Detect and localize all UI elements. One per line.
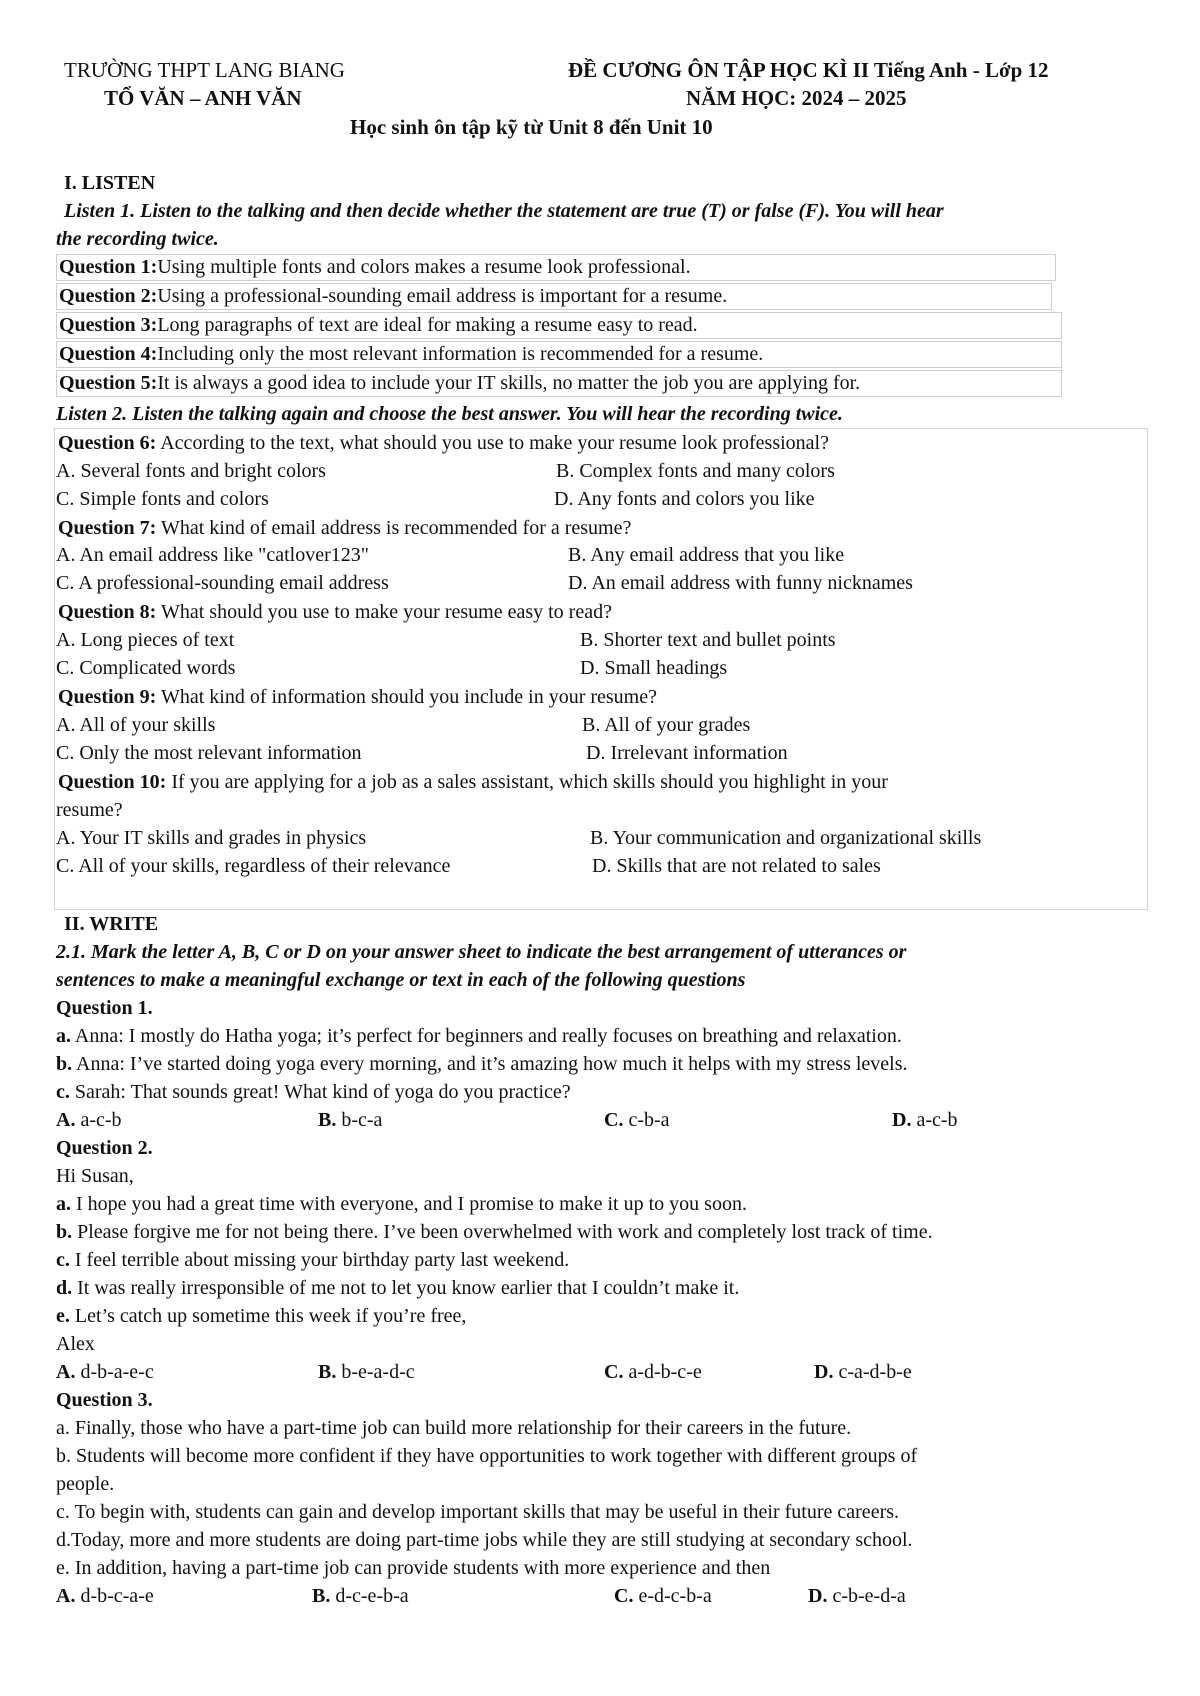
question-text: Long paragraphs of text are ideal for making a resume easy to read. bbox=[157, 314, 698, 336]
write-instruction-cont: sentences to make a meaningful exchange or text in each of the following questions bbox=[56, 969, 746, 991]
item-key: e. bbox=[56, 1305, 70, 1327]
answer-key: D. bbox=[814, 1361, 834, 1383]
list-item bbox=[56, 1023, 902, 1049]
listen-heading: I. LISTEN bbox=[64, 172, 156, 194]
question-label: Question 3: bbox=[59, 314, 158, 336]
review-scope: Học sinh ôn tập kỹ từ Unit 8 đến Unit 10 bbox=[350, 115, 713, 139]
tf-question-4 bbox=[56, 341, 1062, 368]
list-item: d.Today, more and more students are doing part-time jobs while they are still studying at secondary school. bbox=[56, 1529, 913, 1551]
answer-text: c-b-a bbox=[623, 1109, 670, 1131]
letter-greeting: Hi Susan, bbox=[56, 1165, 134, 1187]
write-question-2-label: Question 2. bbox=[56, 1137, 153, 1159]
list-item: a. Finally, those who have a part-time job can build more relationship for their careers in the future. bbox=[56, 1417, 852, 1439]
question-label: Question 7: bbox=[58, 517, 157, 539]
question-label: Question 2: bbox=[59, 285, 158, 307]
item-key: d. bbox=[56, 1277, 73, 1299]
option-c: C. All of your skills, regardless of their relevance bbox=[56, 855, 451, 877]
option-a: A. Your IT skills and grades in physics bbox=[56, 827, 367, 849]
answer-b bbox=[318, 1359, 415, 1385]
question-label: Question 4: bbox=[59, 343, 158, 365]
answer-text: d-b-c-a-e bbox=[75, 1585, 154, 1607]
tf-question-2 bbox=[56, 283, 1052, 310]
answer-key: D. bbox=[892, 1109, 912, 1131]
item-text: Sarah: That sounds great! What kind of yoga do you practice? bbox=[69, 1081, 571, 1103]
option-c: C. A professional-sounding email address bbox=[56, 572, 389, 594]
question-label: Question 6: bbox=[58, 432, 157, 454]
answer-key: B. bbox=[318, 1109, 337, 1131]
item-key: c. bbox=[56, 1249, 70, 1271]
option-d: D. An email address with funny nicknames bbox=[568, 572, 913, 594]
item-key: a. bbox=[56, 1193, 71, 1215]
school-year: NĂM HỌC: 2024 – 2025 bbox=[686, 86, 907, 110]
answer-b bbox=[312, 1583, 409, 1609]
answer-text: b-e-a-d-c bbox=[336, 1361, 415, 1383]
answer-c bbox=[604, 1107, 670, 1133]
list-item: b. Students will become more confident if they have opportunities to work together with different groups of bbox=[56, 1445, 918, 1467]
mc-question-9 bbox=[58, 684, 657, 710]
option-a: A. Several fonts and bright colors bbox=[56, 460, 326, 482]
question-label: Question 8: bbox=[58, 601, 157, 623]
question-label: Question 1: bbox=[59, 256, 158, 278]
option-d: D. Irrelevant information bbox=[586, 742, 788, 764]
question-text: What kind of information should you include in your resume? bbox=[156, 686, 657, 708]
item-key: b. bbox=[56, 1053, 73, 1075]
write-instruction: 2.1. Mark the letter A, B, C or D on your answer sheet to indicate the best arrangement of utterances or bbox=[56, 941, 907, 963]
mc-question-8 bbox=[58, 599, 612, 625]
answer-key: D. bbox=[808, 1585, 828, 1607]
answer-key: A. bbox=[56, 1109, 76, 1131]
answer-text: d-b-a-e-c bbox=[75, 1361, 154, 1383]
department-name: TỔ VĂN – ANH VĂN bbox=[104, 86, 302, 110]
option-c: C. Simple fonts and colors bbox=[56, 488, 269, 510]
question-label: Question 10: bbox=[58, 771, 167, 793]
question-text: If you are applying for a job as a sales assistant, which skills should you highlight in your bbox=[166, 771, 888, 793]
answer-text: c-b-e-d-a bbox=[827, 1585, 906, 1607]
list-item bbox=[56, 1275, 739, 1301]
write-heading: II. WRITE bbox=[64, 913, 159, 935]
answer-key: A. bbox=[56, 1585, 76, 1607]
write-question-3-label: Question 3. bbox=[56, 1389, 153, 1411]
option-d: D. Skills that are not related to sales bbox=[592, 855, 881, 877]
listen2-instruction: Listen 2. Listen the talking again and choose the best answer. You will hear the recording twice. bbox=[56, 403, 843, 425]
list-item bbox=[56, 1219, 933, 1245]
answer-key: A. bbox=[56, 1361, 76, 1383]
school-name: TRƯỜNG THPT LANG BIANG bbox=[64, 58, 345, 82]
listen1-instruction: Listen 1. Listen to the talking and then decide whether the statement are true (T) or false (F). You will hear bbox=[64, 200, 944, 222]
question-text: Using multiple fonts and colors makes a resume look professional. bbox=[157, 256, 691, 278]
answer-d bbox=[892, 1107, 958, 1133]
option-b: B. Any email address that you like bbox=[568, 544, 845, 566]
question-text: Including only the most relevant information is recommended for a resume. bbox=[157, 343, 764, 365]
option-b: B. Shorter text and bullet points bbox=[580, 629, 836, 651]
option-d: D. Small headings bbox=[580, 657, 728, 679]
question-text: Using a professional-sounding email address is important for a resume. bbox=[157, 285, 728, 307]
item-key: a. bbox=[56, 1025, 71, 1047]
option-a: A. Long pieces of text bbox=[56, 629, 235, 651]
answer-a bbox=[56, 1583, 154, 1609]
answer-d bbox=[808, 1583, 906, 1609]
option-b: B. All of your grades bbox=[582, 714, 751, 736]
answer-text: c-a-d-b-e bbox=[833, 1361, 912, 1383]
answer-c bbox=[614, 1583, 712, 1609]
answer-key: C. bbox=[614, 1585, 634, 1607]
answer-key: C. bbox=[604, 1361, 624, 1383]
list-item: e. In addition, having a part-time job can provide students with more experience and then bbox=[56, 1557, 771, 1579]
answer-text: e-d-c-b-a bbox=[633, 1585, 712, 1607]
answer-a bbox=[56, 1359, 154, 1385]
question-text: It is always a good idea to include your IT skills, no matter the job you are applying for. bbox=[157, 372, 861, 394]
item-text: I feel terrible about missing your birthday party last weekend. bbox=[69, 1249, 570, 1271]
option-b: B. Your communication and organizational skills bbox=[590, 827, 982, 849]
answer-a bbox=[56, 1107, 122, 1133]
letter-signature: Alex bbox=[56, 1333, 95, 1355]
option-a: A. An email address like "catlover123" bbox=[56, 544, 369, 566]
list-item bbox=[56, 1247, 569, 1273]
listen1-instruction-cont: the recording twice. bbox=[56, 228, 219, 250]
answer-text: a-c-b bbox=[75, 1109, 122, 1131]
list-item-cont: people. bbox=[56, 1473, 115, 1495]
item-text: Please forgive me for not being there. I’ve been overwhelmed with work and completely lost track of time. bbox=[72, 1221, 933, 1243]
option-a: A. All of your skills bbox=[56, 714, 216, 736]
tf-question-5 bbox=[56, 370, 1062, 397]
mc-question-7 bbox=[58, 515, 631, 541]
option-b: B. Complex fonts and many colors bbox=[556, 460, 835, 482]
answer-text: b-c-a bbox=[336, 1109, 383, 1131]
item-text: Anna: I mostly do Hatha yoga; it’s perfect for beginners and really focuses on breathing and relaxation. bbox=[71, 1025, 902, 1047]
answer-d bbox=[814, 1359, 912, 1385]
list-item bbox=[56, 1191, 747, 1217]
tf-question-3 bbox=[56, 312, 1062, 339]
question-label: Question 9: bbox=[58, 686, 157, 708]
item-key: b. bbox=[56, 1221, 73, 1243]
option-d: D. Any fonts and colors you like bbox=[554, 488, 815, 510]
answer-b bbox=[318, 1107, 382, 1133]
answer-text: a-d-b-c-e bbox=[623, 1361, 702, 1383]
mc-question-10 bbox=[58, 769, 888, 795]
item-key: c. bbox=[56, 1081, 70, 1103]
answer-key: C. bbox=[604, 1109, 624, 1131]
option-c: C. Only the most relevant information bbox=[56, 742, 362, 764]
question-text: What kind of email address is recommended for a resume? bbox=[156, 517, 632, 539]
mc-question-10-cont: resume? bbox=[56, 799, 123, 821]
item-text: Anna: I’ve started doing yoga every morning, and it’s amazing how much it helps with my stress levels. bbox=[72, 1053, 908, 1075]
list-item bbox=[56, 1079, 571, 1105]
question-label: Question 5: bbox=[59, 372, 158, 394]
answer-key: B. bbox=[318, 1361, 337, 1383]
answer-key: B. bbox=[312, 1585, 331, 1607]
option-c: C. Complicated words bbox=[56, 657, 236, 679]
list-item bbox=[56, 1051, 908, 1077]
answer-c bbox=[604, 1359, 702, 1385]
question-text: According to the text, what should you use to make your resume look professional? bbox=[156, 432, 829, 454]
item-text: Let’s catch up sometime this week if you’re free, bbox=[69, 1305, 467, 1327]
question-text: What should you use to make your resume easy to read? bbox=[156, 601, 612, 623]
answer-text: a-c-b bbox=[911, 1109, 958, 1131]
answer-text: d-c-e-b-a bbox=[330, 1585, 409, 1607]
document-title: ĐỀ CƯƠNG ÔN TẬP HỌC KÌ II Tiếng Anh - Lớp 12 bbox=[568, 58, 1049, 82]
mc-question-6 bbox=[58, 430, 829, 456]
tf-question-1 bbox=[56, 254, 1056, 281]
item-text: It was really irresponsible of me not to let you know earlier that I couldn’t make it. bbox=[72, 1277, 740, 1299]
list-item: c. To begin with, students can gain and develop important skills that may be useful in their future careers. bbox=[56, 1501, 900, 1523]
list-item bbox=[56, 1303, 466, 1329]
write-question-1-label: Question 1. bbox=[56, 997, 153, 1019]
item-text: I hope you had a great time with everyone, and I promise to make it up to you soon. bbox=[71, 1193, 747, 1215]
